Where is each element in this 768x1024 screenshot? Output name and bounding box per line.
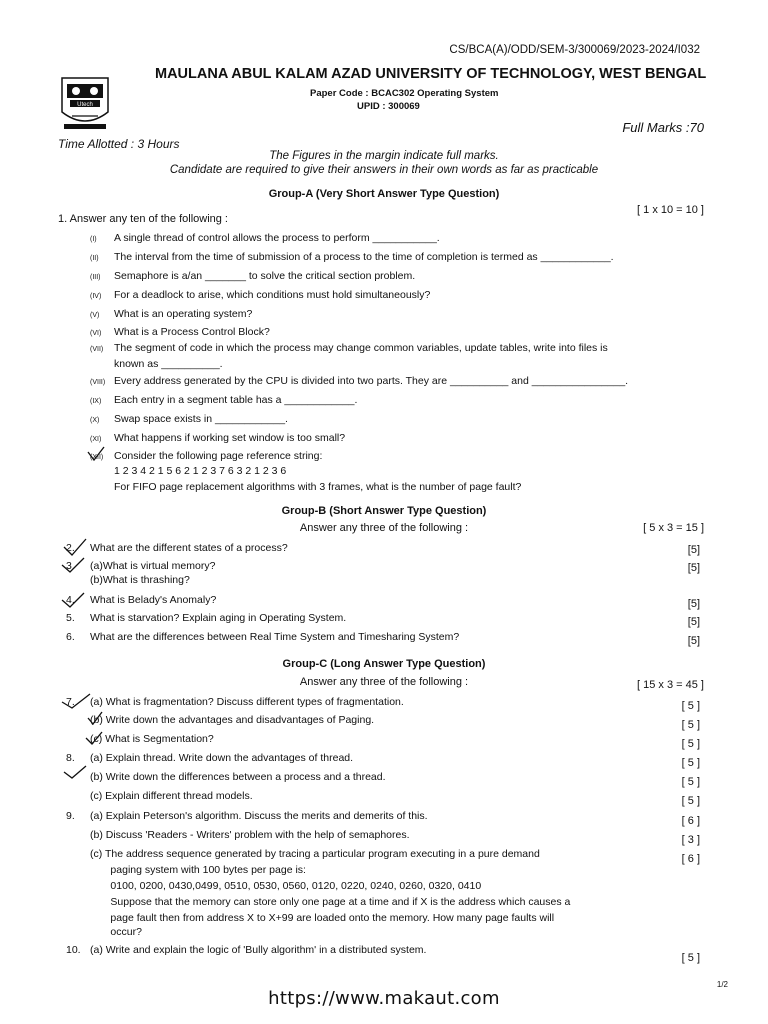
- group-a-item: (I) A single thread of control allows the process to perform ___________.: [90, 232, 440, 244]
- group-c-question: 9. (a) Explain Peterson's algorithm. Discuss the merits and demerits of this.: [66, 810, 428, 822]
- time-allotted: Time Allotted : 3 Hours: [58, 137, 180, 151]
- group-c-marks: [ 6 ]: [681, 815, 700, 827]
- group-c-total: [ 15 x 3 = 45 ]: [637, 679, 704, 691]
- group-b-marks: [5]: [687, 544, 700, 556]
- group-a-item: (VIII) Every address generated by the CPU is divided into two parts. They are __________ and ________________.: [90, 375, 629, 387]
- group-a-item: (VII) The segment of code in which the process may change common variables, update tables, write into files is: [90, 342, 608, 354]
- group-c-question: (c) The address sequence generated by tracing a particular program executing in a pure demand: [90, 848, 540, 860]
- group-b-question: 5. What is starvation? Explain aging in Operating System.: [66, 612, 347, 624]
- logo-text: Utech: [77, 102, 93, 108]
- group-c-marks: [ 5 ]: [681, 952, 700, 964]
- group-c-marks: [ 3 ]: [681, 834, 700, 846]
- group-a-item: (VI) What is a Process Control Block?: [90, 326, 270, 338]
- group-c-question: (b) Write down the differences between a process and a thread.: [90, 771, 386, 783]
- instruction-2: Candidate are required to give their answers in their own words as far as practicable: [169, 164, 599, 176]
- group-b-marks: [5]: [687, 635, 700, 647]
- group-c-marks: [ 5 ]: [681, 700, 700, 712]
- page-number: 1/2: [716, 980, 728, 989]
- paper-code: Paper Code : BCAC302 Operating System: [310, 88, 499, 99]
- group-c-title: Group-C (Long Answer Type Question): [282, 658, 486, 670]
- group-c-question: 8. (a) Explain thread. Write down the advantages of thread.: [66, 752, 354, 764]
- group-b-question: 6. What are the differences between Real Time System and Timesharing System?: [66, 631, 460, 643]
- group-a-item: (X) Swap space exists in ____________.: [90, 413, 288, 425]
- instruction-1: The Figures in the margin indicate full marks.: [269, 150, 499, 162]
- group-b-question: (b)What is thrashing?: [90, 574, 190, 586]
- exam-reference-code: CS/BCA(A)/ODD/SEM-3/300069/2023-2024/I032: [449, 44, 700, 56]
- group-c-marks: [ 5 ]: [681, 738, 700, 750]
- group-b-question: 2. What are the different states of a process?: [66, 542, 288, 554]
- group-c-question: 10. (a) Write and explain the logic of 'Bully algorithm' in a distributed system.: [66, 944, 427, 956]
- group-a-item: (IX) Each entry in a segment table has a ____________.: [90, 394, 358, 406]
- group-a-total: [ 1 x 10 = 10 ]: [637, 204, 704, 216]
- group-c-question: (c) Explain different thread models.: [90, 790, 253, 802]
- website-url: https://www.makaut.com: [268, 988, 500, 1009]
- group-b-instruction: Answer any three of the following :: [299, 522, 469, 534]
- group-c-question: 0100, 0200, 0430,0499, 0510, 0530, 0560, 0120, 0220, 0240, 0260, 0320, 0410: [90, 880, 482, 892]
- group-c-marks: [ 5 ]: [681, 776, 700, 788]
- group-a-item: (III) Semaphore is a/an _______ to solve the critical section problem.: [90, 270, 416, 282]
- group-c-marks: [ 5 ]: [681, 795, 700, 807]
- group-c-marks: [ 5 ]: [681, 757, 700, 769]
- group-b-question: 4. What is Belady's Anomaly?: [66, 594, 217, 606]
- group-c-question: occur?: [90, 926, 142, 938]
- upid: UPID : 300069: [357, 101, 420, 112]
- group-a-title: Group-A (Very Short Answer Type Question): [268, 188, 500, 200]
- group-c-question: 7. (a) What is fragmentation? Discuss different types of fragmentation.: [66, 696, 404, 708]
- group-c-question: paging system with 100 bytes per page is:: [90, 864, 306, 876]
- group-a-item: 1 2 3 4 2 1 5 6 2 1 2 3 7 6 3 2 1 2 3 6: [114, 465, 287, 477]
- group-c-question: (b) Write down the advantages and disadvantages of Paging.: [90, 714, 375, 726]
- group-b-marks: [5]: [687, 598, 700, 610]
- group-a-item: For FIFO page replacement algorithms with 3 frames, what is the number of page fault?: [114, 481, 522, 493]
- question-1: 1. Answer any ten of the following :: [58, 213, 228, 225]
- group-b-title: Group-B (Short Answer Type Question): [281, 505, 487, 517]
- group-c-question: (c) What is Segmentation?: [90, 733, 214, 745]
- group-a-item: (XI) What happens if working set window is too small?: [90, 432, 346, 444]
- group-a-item: known as __________.: [114, 358, 223, 370]
- university-name: MAULANA ABUL KALAM AZAD UNIVERSITY OF TECHNOLOGY, WEST BENGAL: [155, 66, 707, 82]
- group-b-total: [ 5 x 3 = 15 ]: [643, 522, 704, 534]
- group-b-question: 3. (a)What is virtual memory?: [66, 560, 216, 572]
- group-c-marks: [ 6 ]: [681, 853, 700, 865]
- group-a-item: (IV) For a deadlock to arise, which conditions must hold simultaneously?: [90, 289, 431, 301]
- group-c-marks: [ 5 ]: [681, 719, 700, 731]
- group-c-question: (b) Discuss 'Readers - Writers' problem with the help of semaphores.: [90, 829, 410, 841]
- group-c-question: page fault then from address X to X+99 are loaded onto the memory. How many page faults will: [90, 912, 555, 924]
- group-c-instruction: Answer any three of the following :: [299, 676, 469, 688]
- full-marks: Full Marks :70: [622, 120, 704, 135]
- group-a-item: (II) The interval from the time of submission of a process to the time of completion is termed as ____________.: [90, 251, 614, 263]
- group-b-marks: [5]: [687, 562, 700, 574]
- group-a-item: (XII) Consider the following page reference string:: [90, 450, 323, 462]
- group-b-marks: [5]: [687, 616, 700, 628]
- group-a-item: (V) What is an operating system?: [90, 308, 253, 320]
- group-c-question: Suppose that the memory can store only one page at a time and if X is the address which causes a: [90, 896, 571, 908]
